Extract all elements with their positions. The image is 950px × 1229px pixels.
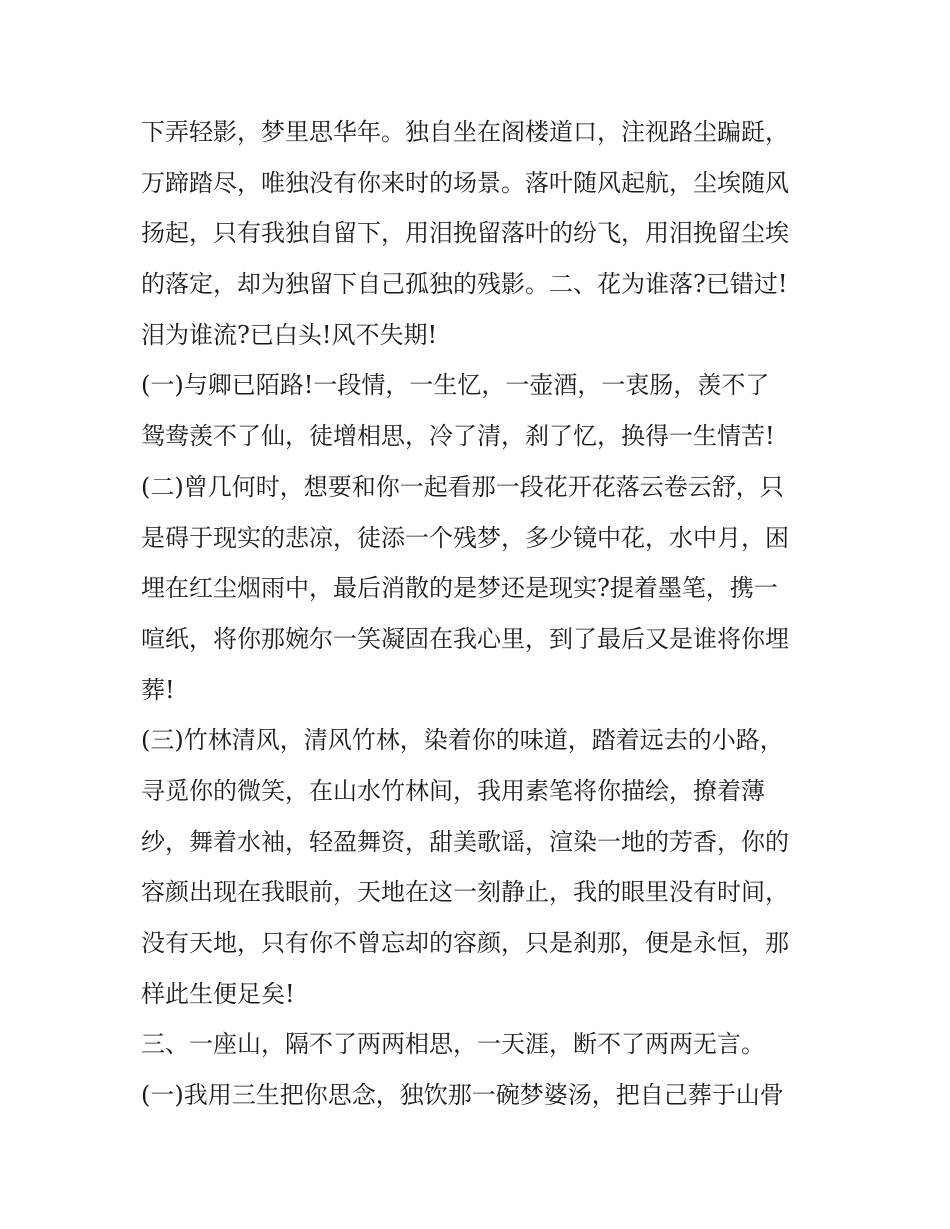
text-line: 埋在红尘烟雨中，最后消散的是梦还是现实?提着墨笔，携一 — [141, 574, 778, 603]
text-line: 没有天地，只有你不曾忘却的容颜，只是刹那，便是永恒，那 — [141, 929, 789, 957]
text-line: 是碍于现实的悲凉，徒添一个残梦，多少镜中花，水中月，困 — [141, 523, 789, 552]
text-line: 寻觅你的微笑，在山水竹林间，我用素笔将你描绘，撩着薄 — [141, 776, 765, 805]
text-line: (一)与卿已陌路!一段情，一生忆，一壶酒，一衷肠，羡不了 — [141, 371, 770, 400]
text-line: 葬! — [141, 675, 175, 704]
text-line: 下弄轻影，梦里思华年。独自坐在阁楼道口，注视路尘蹁跹， — [141, 118, 789, 146]
text-line: 三、一座山，隔不了两两相思，一天涯，断不了两两无言。 — [141, 1030, 765, 1059]
text-line: 万蹄踏尽，唯独没有你来时的场景。落叶随风起航，尘埃随风 — [141, 168, 789, 197]
text-line: 容颜出现在我眼前，天地在这一刻静止，我的眼里没有时间， — [141, 878, 789, 907]
text-line: 鸳鸯羡不了仙，徒增相思，冷了清，刹了忆，换得一生情苦! — [141, 422, 775, 451]
text-line: 纱，舞着水袖，轻盈舞资，甜美歌谣，渲染一地的芳香，你的 — [141, 827, 789, 856]
text-line: 扬起，只有我独自留下，用泪挽留落叶的纷飞，用泪挽留尘埃 — [141, 219, 789, 248]
text-line: (二)曾几何时，想要和你一起看那一段花开花落云卷云舒，只 — [141, 472, 784, 501]
document-body — [141, 107, 821, 1121]
text-line: (三)竹林清风，清风竹林，染着你的味道，踏着远去的小路， — [141, 726, 784, 755]
text-line: (一)我用三生把你思念，独饮那一碗梦婆汤，把自己葬于山骨 — [141, 1081, 784, 1110]
text-line: 的落定，却为独留下自己孤独的残影。二、花为谁落?已错过! — [141, 270, 788, 299]
text-line: 样此生便足矣! — [141, 979, 295, 1008]
text-line: 泪为谁流?已白头!风不失期! — [141, 320, 438, 349]
text-line: 喧纸，将你那婉尔一笑凝固在我心里，到了最后又是谁将你埋 — [141, 624, 789, 653]
